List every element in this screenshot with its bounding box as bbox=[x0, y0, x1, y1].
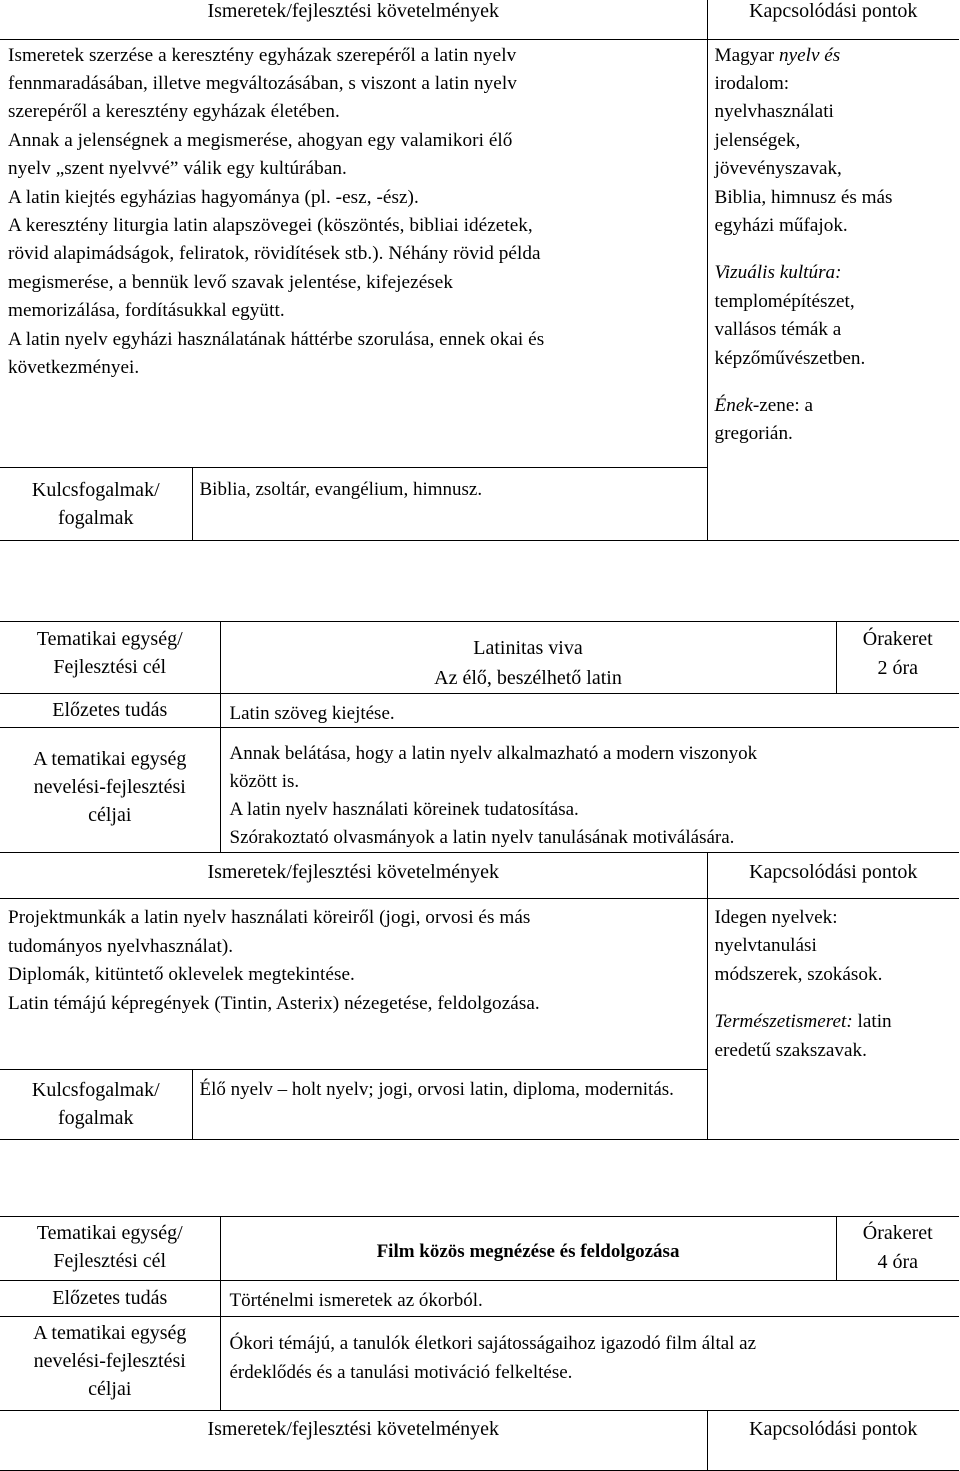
te-label bbox=[0, 1217, 220, 1281]
conn-line: eredetű szakszavak. bbox=[714, 1039, 867, 1061]
section-2-body-table bbox=[0, 852, 959, 1140]
requirements-header bbox=[0, 853, 707, 899]
req-line: memorizálása, fordításukkal együtt. bbox=[8, 300, 285, 322]
key-concepts-label bbox=[0, 1070, 192, 1140]
hours-box bbox=[836, 622, 959, 694]
conn-term-title: Természetismeret: bbox=[714, 1011, 853, 1033]
conn-line bbox=[715, 1008, 954, 1036]
key-label-2: fogalmak bbox=[57, 1107, 134, 1129]
conn-line: képzőművészetben. bbox=[714, 347, 866, 369]
req-line: rövid alapimádságok, feliratok, rövidítések stb.). Néhány rövid példa bbox=[8, 243, 541, 265]
hours-label: Órakeret bbox=[862, 628, 933, 650]
key-label-1: Kulcsfogalmak/ bbox=[31, 1079, 160, 1101]
goals-label-1: A tematikai egység bbox=[33, 1322, 187, 1344]
connections-body bbox=[707, 899, 959, 1140]
req-line: Diplomák, kitüntető oklevelek megtekintése. bbox=[8, 964, 355, 986]
goals-label-3: céljai bbox=[88, 1378, 132, 1400]
te-label bbox=[0, 622, 220, 694]
requirements-header bbox=[0, 1411, 707, 1471]
goal-line: A latin nyelv használati köreinek tudatosítása. bbox=[229, 799, 579, 820]
unit-title-2: Az élő, beszélhető latin bbox=[434, 667, 622, 689]
connections-header-text: Kapcsolódási pontok bbox=[749, 0, 918, 22]
te-label-2: Fejlesztési cél bbox=[53, 656, 167, 678]
conn-line: jelenségek, bbox=[714, 129, 801, 151]
req-line: A keresztény liturgia latin alapszövegei (köszöntés, bibliai idézetek, bbox=[8, 214, 533, 236]
prior-value-text: Történelmi ismeretek az ókorból. bbox=[229, 1290, 483, 1311]
req-line: következményei. bbox=[8, 356, 140, 378]
section-2-table bbox=[0, 621, 959, 853]
requirements-header-text: Ismeretek/fejlesztési követelmények bbox=[207, 0, 500, 22]
hours-value: 2 óra bbox=[877, 657, 919, 679]
section-1-table bbox=[0, 0, 959, 541]
req-line: tudományos nyelvhasználat). bbox=[8, 935, 234, 957]
connections-header bbox=[707, 0, 959, 39]
conn-magyar-b: nyelv és bbox=[778, 44, 841, 66]
conn-line: Biblia, himnusz és más bbox=[714, 186, 893, 208]
conn-line bbox=[715, 392, 954, 420]
connections-body bbox=[707, 39, 959, 540]
goal-line: Annak belátása, hogy a latin nyelv alkalmazható a modern viszonyok bbox=[229, 743, 758, 764]
req-line: megismerése, a bennük levő szavak jelentése, kifejezések bbox=[8, 271, 453, 293]
prior-value-text: Latin szöveg kiejtése. bbox=[229, 703, 395, 724]
req-line: Annak a jelenségnek a megismerése, ahogyan egy valamikori élő bbox=[8, 129, 513, 151]
unit-title-text: Film közös megnézése és feldolgozása bbox=[376, 1241, 680, 1262]
goal-line: Ókori témájú, a tanulók életkori sajátosságaihoz igazodó film által az bbox=[229, 1333, 757, 1354]
goals-label-1: A tematikai egység bbox=[33, 748, 187, 770]
req-line: A latin kiejtés egyházias hagyománya (pl. -esz, -ész). bbox=[8, 186, 419, 208]
section-1 bbox=[0, 0, 960, 541]
conn-line: Vizuális kultúra: bbox=[714, 262, 842, 284]
unit-title bbox=[220, 1217, 836, 1281]
req-line: A latin nyelv egyházi használatának háttérbe szorulása, ennek okai és bbox=[8, 328, 545, 350]
requirements-header-text: Ismeretek/fejlesztési követelmények bbox=[207, 861, 500, 883]
prior-knowledge-label bbox=[0, 1281, 220, 1317]
key-concepts-label bbox=[0, 467, 192, 540]
section-3 bbox=[0, 1216, 960, 1471]
prior-label-text: Előzetes tudás bbox=[52, 1287, 168, 1309]
spacer bbox=[715, 373, 954, 392]
req-line: Latin témájú képregények (Tintin, Asterix) nézegetése, feldolgozása. bbox=[8, 992, 540, 1014]
te-label-1: Tematikai egység/ bbox=[36, 1222, 183, 1244]
te-label-2: Fejlesztési cél bbox=[53, 1250, 167, 1272]
conn-term-rest: latin bbox=[852, 1011, 892, 1033]
req-line: Projektmunkák a latin nyelv használati köreiről (jogi, orvosi és más bbox=[8, 907, 531, 928]
conn-line: jövevényszavak, bbox=[714, 158, 842, 180]
spacer bbox=[715, 240, 954, 259]
spacer bbox=[715, 989, 954, 1008]
requirements-header-text: Ismeretek/fejlesztési követelmények bbox=[207, 1418, 500, 1440]
req-line: szerepéről a keresztény egyházak életében. bbox=[8, 101, 340, 123]
conn-line: nyelvhasználati bbox=[714, 101, 834, 123]
connections-header-text: Kapcsolódási pontok bbox=[749, 861, 918, 883]
section-2 bbox=[0, 621, 960, 1140]
conn-line: irodalom: bbox=[714, 72, 790, 94]
goal-line: között is. bbox=[229, 771, 300, 792]
requirements-body bbox=[0, 899, 707, 1070]
te-label-1: Tematikai egység/ bbox=[36, 628, 183, 650]
conn-line: Idegen nyelvek: bbox=[714, 907, 838, 928]
connections-header bbox=[707, 1411, 959, 1471]
key-concepts-value bbox=[192, 1070, 707, 1140]
hours-box bbox=[836, 1217, 959, 1281]
key-label-1: Kulcsfogalmak/ bbox=[31, 478, 160, 501]
conn-line: templomépítészet, bbox=[714, 290, 855, 312]
goals-value bbox=[220, 728, 959, 853]
conn-line: vallásos témák a bbox=[714, 319, 842, 341]
requirements-header bbox=[0, 0, 707, 39]
req-line: nyelv „szent nyelvvé” válik egy kultúrában. bbox=[8, 158, 347, 180]
conn-line: egyházi műfajok. bbox=[714, 214, 848, 236]
conn-line: gregorián. bbox=[714, 423, 793, 445]
conn-magyar-a: Magyar bbox=[714, 44, 779, 66]
req-line: fennmaradásában, illetve megváltozásában, s viszont a latin nyelv bbox=[8, 72, 517, 94]
goals-label bbox=[0, 728, 220, 853]
conn-line bbox=[715, 42, 954, 70]
goal-line: Szórakoztató olvasmányok a latin nyelv tanulásának motiválására. bbox=[229, 827, 735, 848]
unit-title-1: Latinitas viva bbox=[473, 637, 583, 659]
goal-line: érdeklődés és a tanulási motiváció felkeltése. bbox=[229, 1362, 573, 1383]
goals-label-2: nevelési-fejlesztési bbox=[33, 776, 186, 798]
prior-knowledge-value bbox=[220, 694, 959, 728]
hours-label: Órakeret bbox=[862, 1222, 933, 1244]
goals-label-3: céljai bbox=[88, 804, 132, 826]
prior-knowledge-label bbox=[0, 694, 220, 728]
connections-header bbox=[707, 853, 959, 899]
key-label-2: fogalmak bbox=[57, 506, 134, 529]
key-value: Biblia, zsoltár, evangélium, himnusz. bbox=[199, 478, 483, 500]
key-concepts-value bbox=[192, 467, 707, 540]
section-3-table bbox=[0, 1216, 959, 1411]
prior-label-text: Előzetes tudás bbox=[52, 699, 168, 721]
goals-label-2: nevelési-fejlesztési bbox=[33, 1350, 186, 1372]
hours-value: 4 óra bbox=[877, 1251, 919, 1273]
connections-header-text: Kapcsolódási pontok bbox=[749, 1418, 918, 1440]
conn-line: nyelvtanulási bbox=[714, 935, 817, 957]
req-line: Ismeretek szerzése a keresztény egyházak szerepéről a latin nyelv bbox=[8, 44, 517, 66]
conn-enek-a: Ének bbox=[714, 394, 753, 416]
conn-line: módszerek, szokások. bbox=[714, 963, 883, 985]
section-3-body-table bbox=[0, 1410, 959, 1471]
requirements-body bbox=[0, 39, 707, 467]
conn-enek-b: -zene: a bbox=[752, 394, 814, 416]
unit-title bbox=[220, 622, 836, 694]
goals-value bbox=[220, 1317, 959, 1411]
goals-label bbox=[0, 1317, 220, 1411]
prior-knowledge-value bbox=[220, 1281, 959, 1317]
key-value: Élő nyelv – holt nyelv; jogi, orvosi latin, diploma, modernitás. bbox=[199, 1079, 674, 1100]
